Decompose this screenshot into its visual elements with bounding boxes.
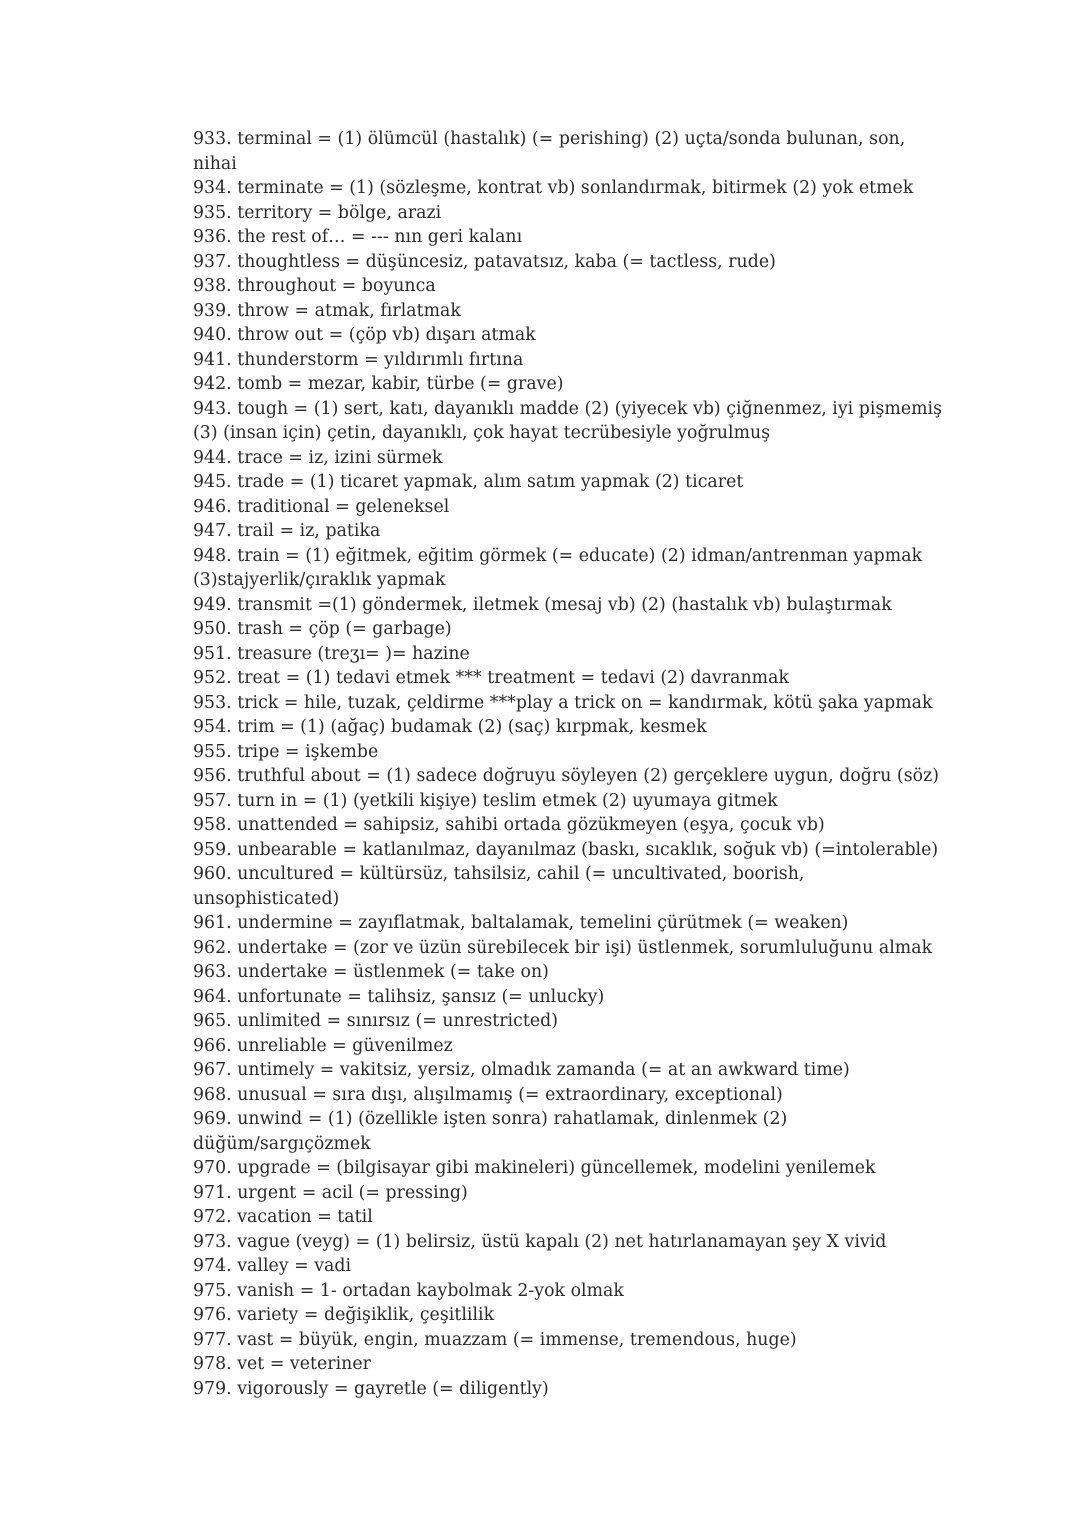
- entry-958: 958. unattended = sahipsiz, sahibi ortada gözükmeyen (eşya, çocuk vb): [193, 815, 825, 835]
- entry-939: 939. throw = atmak, fırlatmak: [193, 300, 461, 321]
- entry-940: 940. throw out = (çöp vb) dışarı atmak: [193, 325, 536, 345]
- entry-950: 950. trash = çöp (= garbage): [193, 619, 452, 639]
- entry-953: 953. trick = hile, tuzak, çeldirme ***play a trick on = kandırmak, kötü şaka yapmak: [193, 692, 933, 713]
- entry-933: 933. terminal = (1) ölümcül (hastalık) (= perishing) (2) uçta/sonda bulunan, son, nihai: [193, 129, 911, 174]
- entry-955: 955. tripe = işkembe: [193, 741, 379, 762]
- entry-962: 962. undertake = (zor ve üzün sürebilecek bir işi) üstlenmek, sorumluluğunu almak: [193, 937, 933, 958]
- entry-960: 960. uncultured = kültürsüz, tahsilsiz, cahil (= uncultivated, boorish, unsophisticated): [193, 864, 810, 909]
- entry-972: 972. vacation = tatil: [193, 1207, 373, 1227]
- entry-946: 946. traditional = geleneksel: [193, 496, 450, 517]
- entry-942: 942. tomb = mezar, kabir, türbe (= grave): [193, 374, 564, 394]
- entry-951: 951. treasure (treʒı= )= hazine: [193, 643, 470, 664]
- entry-948: 948. train = (1) eğitmek, eğitim görmek (= educate) (2) idman/antrenman yapmak (3)stajyerlik/çıraklık yapmak: [193, 545, 928, 590]
- entry-967: 967. untimely = vakitsiz, yersiz, olmadık zamanda (= at an awkward time): [193, 1060, 850, 1080]
- entry-979: 979. vigorously = gayretle (= diligently): [193, 1378, 549, 1399]
- entry-978: 978. vet = veteriner: [193, 1354, 371, 1374]
- entry-936: 936. the rest of… = --- nın geri kalanı: [193, 227, 523, 247]
- entry-973: 973. vague (veyg) = (1) belirsiz, üstü kapalı (2) net hatırlanamayan şey X vivid: [193, 1231, 887, 1252]
- entry-977: 977. vast = büyük, engin, muazzam (= immense, tremendous, huge): [193, 1329, 797, 1350]
- entry-969: 969. unwind = (1) (özellikle işten sonra) rahatlamak, dinlenmek (2) düğüm/sargıçözmek: [193, 1109, 793, 1154]
- entry-935: 935. territory = bölge, arazi: [193, 202, 442, 223]
- entry-970: 970. upgrade = (bilgisayar gibi makineleri) güncellemek, modelini yenilemek: [193, 1158, 876, 1178]
- entry-949: 949. transmit =(1) göndermek, iletmek (mesaj vb) (2) (hastalık vb) bulaştırmak: [193, 594, 892, 615]
- entry-938: 938. throughout = boyunca: [193, 276, 436, 296]
- entry-945: 945. trade = (1) ticaret yapmak, alım satım yapmak (2) ticaret: [193, 472, 744, 492]
- entry-941: 941. thunderstorm = yıldırımlı fırtına: [193, 349, 524, 370]
- entry-965: 965. unlimited = sınırsız (= unrestricted): [193, 1011, 559, 1031]
- entry-944: 944. trace = iz, izini sürmek: [193, 447, 443, 468]
- entry-954: 954. trim = (1) (ağaç) budamak (2) (saç) kırpmak, kesmek: [193, 717, 707, 737]
- entry-961: 961. undermine = zayıflatmak, baltalamak, temelini çürütmek (= weaken): [193, 913, 849, 933]
- entry-971: 971. urgent = acil (= pressing): [193, 1182, 468, 1203]
- entry-957: 957. turn in = (1) (yetkili kişiye) teslim etmek (2) uyumaya gitmek: [193, 790, 778, 811]
- entry-966: 966. unreliable = güvenilmez: [193, 1035, 453, 1056]
- entry-956: 956. truthful about = (1) sadece doğruyu söyleyen (2) gerçeklere uygun, doğru (söz): [193, 766, 940, 786]
- entry-947: 947. trail = iz, patika: [193, 521, 381, 541]
- entry-937: 937. thoughtless = düşüncesiz, patavatsız, kaba (= tactless, rude): [193, 251, 776, 272]
- entry-975: 975. vanish = 1- ortadan kaybolmak 2-yok olmak: [193, 1280, 624, 1301]
- entry-976: 976. variety = değişiklik, çeşitlilik: [193, 1305, 495, 1325]
- entry-952: 952. treat = (1) tedavi etmek *** treatment = tedavi (2) davranmak: [193, 668, 789, 688]
- vocabulary-list: [193, 127, 953, 1401]
- entry-974: 974. valley = vadi: [193, 1256, 352, 1276]
- entry-963: 963. undertake = üstlenmek (= take on): [193, 962, 549, 982]
- entry-959: 959. unbearable = katlanılmaz, dayanılmaz (baskı, sıcaklık, soğuk vb) (=intolerable): [193, 839, 939, 860]
- entry-964: 964. unfortunate = talihsiz, şansız (= unlucky): [193, 986, 605, 1007]
- entry-934: 934. terminate = (1) (sözleşme, kontrat vb) sonlandırmak, bitirmek (2) yok etmek: [193, 178, 914, 198]
- entry-968: 968. unusual = sıra dışı, alışılmamış (= extraordinary, exceptional): [193, 1084, 783, 1105]
- entry-943: 943. tough = (1) sert, katı, dayanıklı madde (2) (yiyecek vb) çiğnenmez, iyi pişmemiş (3) (insan için) çetin, dayanıklı, çok hayat tecrübesiyle yoğrulmuş: [193, 398, 948, 443]
